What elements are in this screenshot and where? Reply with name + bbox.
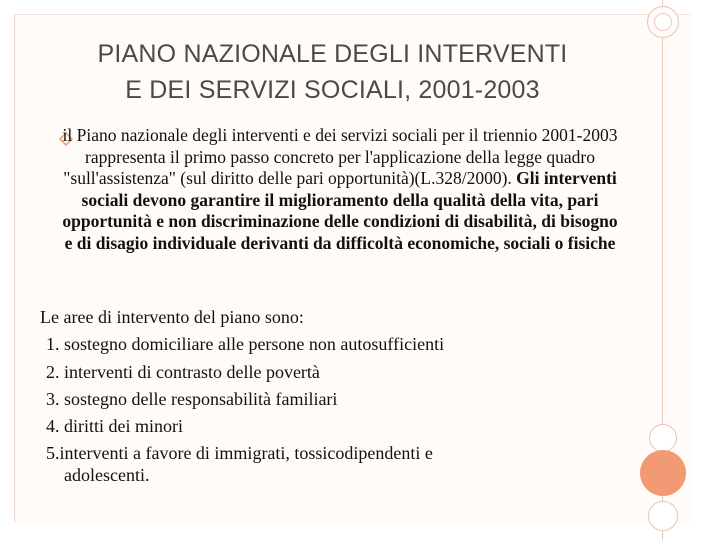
decorative-circle-middle [649, 424, 677, 452]
area-item-4: 4. diritti dei minori [46, 416, 183, 437]
area-item-5: 5.interventi a favore di immigrati, tossicodipendenti e [46, 443, 433, 464]
decorative-circle-orange [640, 450, 686, 496]
bullet-text-bold: Gli interventi sociali devono garantire il miglioramento della qualità della vita, pari opportunità e non discriminazione delle condizioni di disabilità, di bisogno e di disagio individuale derivanti da difficoltà economiche, sociali o fisiche [62, 168, 618, 253]
intervention-areas [40, 304, 600, 489]
area-item-3: 3. sostegno delle responsabilità familiari [46, 388, 338, 409]
slide-title [40, 36, 625, 108]
slide-title-line-2: E DEI SERVIZI SOCIALI, 2001-2003 [125, 76, 540, 104]
areas-heading: Le aree di intervento del piano sono: [40, 307, 304, 327]
area-item-2: 2. interventi di contrasto delle povertà [46, 361, 320, 382]
decorative-circle-bottom [648, 501, 678, 531]
slide-title-line-1: PIANO NAZIONALE DEGLI INTERVENTI [97, 40, 568, 68]
bullet-paragraph [60, 125, 620, 254]
decorative-circle-top-inner [654, 13, 672, 31]
bullet-text-normal: il Piano nazionale degli interventi e dei servizi sociali per il triennio 2001-2003 rappresenta il primo passo concreto per l'applicazione della legge quadro "sull'assistenza" (sul diritto delle pari opportunità)(L.328/2000). [62, 125, 618, 188]
area-item-5-continuation: adolescenti. [64, 464, 150, 485]
area-item-1: 1. sostegno domiciliare alle persone non autosufficienti [46, 334, 445, 355]
